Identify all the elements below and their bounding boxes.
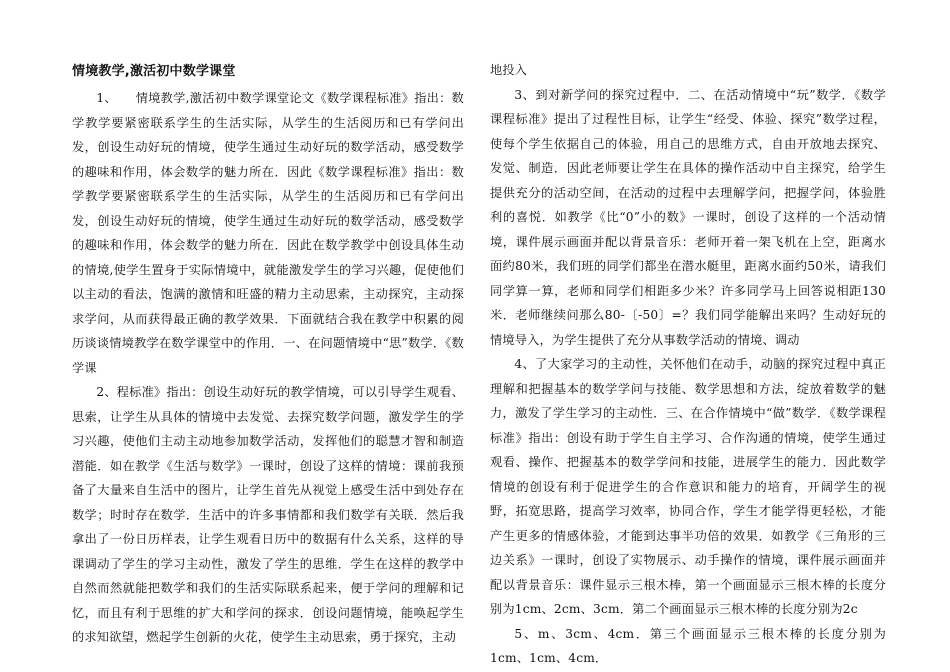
- left-column: [72, 58, 464, 650]
- right-column: [490, 58, 886, 671]
- paragraph-5: 5、m、3cm、4cm．第三个画面显示三根木棒的长度分别为1cm、1cm、4cm．: [490, 626, 886, 665]
- paragraph-2: 2、程标准》指出：创设生动好玩的教学情境，可以引导学生观看、思索，让学生从具体的情境中去发觉、去探究数学问题，激发学生的学习兴趣，使他们主动主动地参加数学活动，发挥他们的聪慧才智和制造潜能．如在教学《生活与数学》一课时，创设了这样的情境：课前我预备了大量来自生活中的图片，让学生首先从视觉上感受生活中到处存在数学；时时存在数学．生活中的许多事情都和我们数学有关联．然后我拿出了一份日历样表，让学生观看日历中的数据有什么关系，这样的导课调动了学生的学习主动性，激发了学生的思维．学生在这样的教学中自然而然就能把数学和我们的生活实际联系起来，便于学问的理解和记忆，而且有利于思维的扩大和学问的探求．创设问题情境，能唤起学生的求知欲望，燃起学生创新的火花，使学生主动思索，勇于探究，主动: [72, 385, 464, 644]
- paragraph-4: 4、了大家学习的主动性，关怀他们在动手，动脑的探究过程中真正理解和把握基本的数学学问与技能、数学思想和方法，绽放着数学的魅力，激发了学生学习的主动性．三、在合作情境中“做”数学．《数学课程标准》指出：创设有助于学生自主学习、合作沟通的情境，使学生通过观看、操作、把握基本的数学学问和技能，进展学生的能力．因此数学情境的创设有利于促进学生的合作意识和能力的培育，开阔学生的视野，拓宽思路，提高学习效率，协同合作，学生才能学得更轻松，才能产生更多的情感体验，才能到达事半功倍的效果．如教学《三角形的三边关系》一课时，创设了实物展示、动手操作的情境，课件展示画面并配以背景音乐：课件显示三根木棒，第一个画面显示三根木棒的长度分别为1cm、2cm、3cm．第二个画面显示三根木棒的长度分别为2c: [490, 357, 886, 616]
- paragraph-3: 3、到对新学问的探究过程中．二、在活动情境中“玩”数学．《数学课程标准》提出了过程性目标，让学生“经受、体验、探究”数学过程，使每个学生依据自己的体验，用自己的思维方式，自由开放地去探究、发觉、制造．因此老师要让学生在具体的操作活动中自主探究，给学生提供充分的活动空间，在活动的过程中去理解学问，把握学问，体验胜利的喜悦．如教学《比“0”小的数》一课时，创设了这样的一个活动情境，课件展示画面并配以背景音乐：老师开着一架飞机在上空，距离水面约80米，我们班的同学们都坐在潜水艇里，距离水面约50米，请我们同学算一算，老师和同学们相距多少米？许多同学马上回答说相距130米．老师继续问那么80-〔-50〕=？我们同学能解出来吗？生动好玩的情境导入，为学生提供了充分从事数学活动的情境、调动: [490, 87, 886, 347]
- paragraph-continued: 地投入: [490, 63, 528, 77]
- document-title: 情境教学,激活初中数学课堂: [72, 64, 236, 79]
- paragraph-1: 1、 情境教学,激活初中数学课堂论文《数学课程标准》指出：数学教学要紧密联系学生的生活实际，从学生的生活阅历和已有学问出发，创设生动好玩的情境，使学生通过生动好玩的数学活动，感受数学的趣味和作用，体会数学的魅力所在．因此《数学课程标准》指出：数学教学要紧密联系学生的生活实际，从学生的生活阅历和已有学问出发，创设生动好玩的情境，使学生通过生动好玩的数学活动，感受数学的趣味和作用，体会数学的魅力所在．因此在数学教学中创设具体生动的情境,使学生置身于实际情境中，就能激发学生的学习兴趣，促使他们以主动的看法，饱满的激情和旺盛的精力主动思索，主动探究，主动探求学问，从而获得最正确的教学效果．下面就结合我在教学中积累的阅历谈谈情境教学在数学课堂中的作用．一、在问题情境中“思”数学．《数学课: [72, 91, 464, 375]
